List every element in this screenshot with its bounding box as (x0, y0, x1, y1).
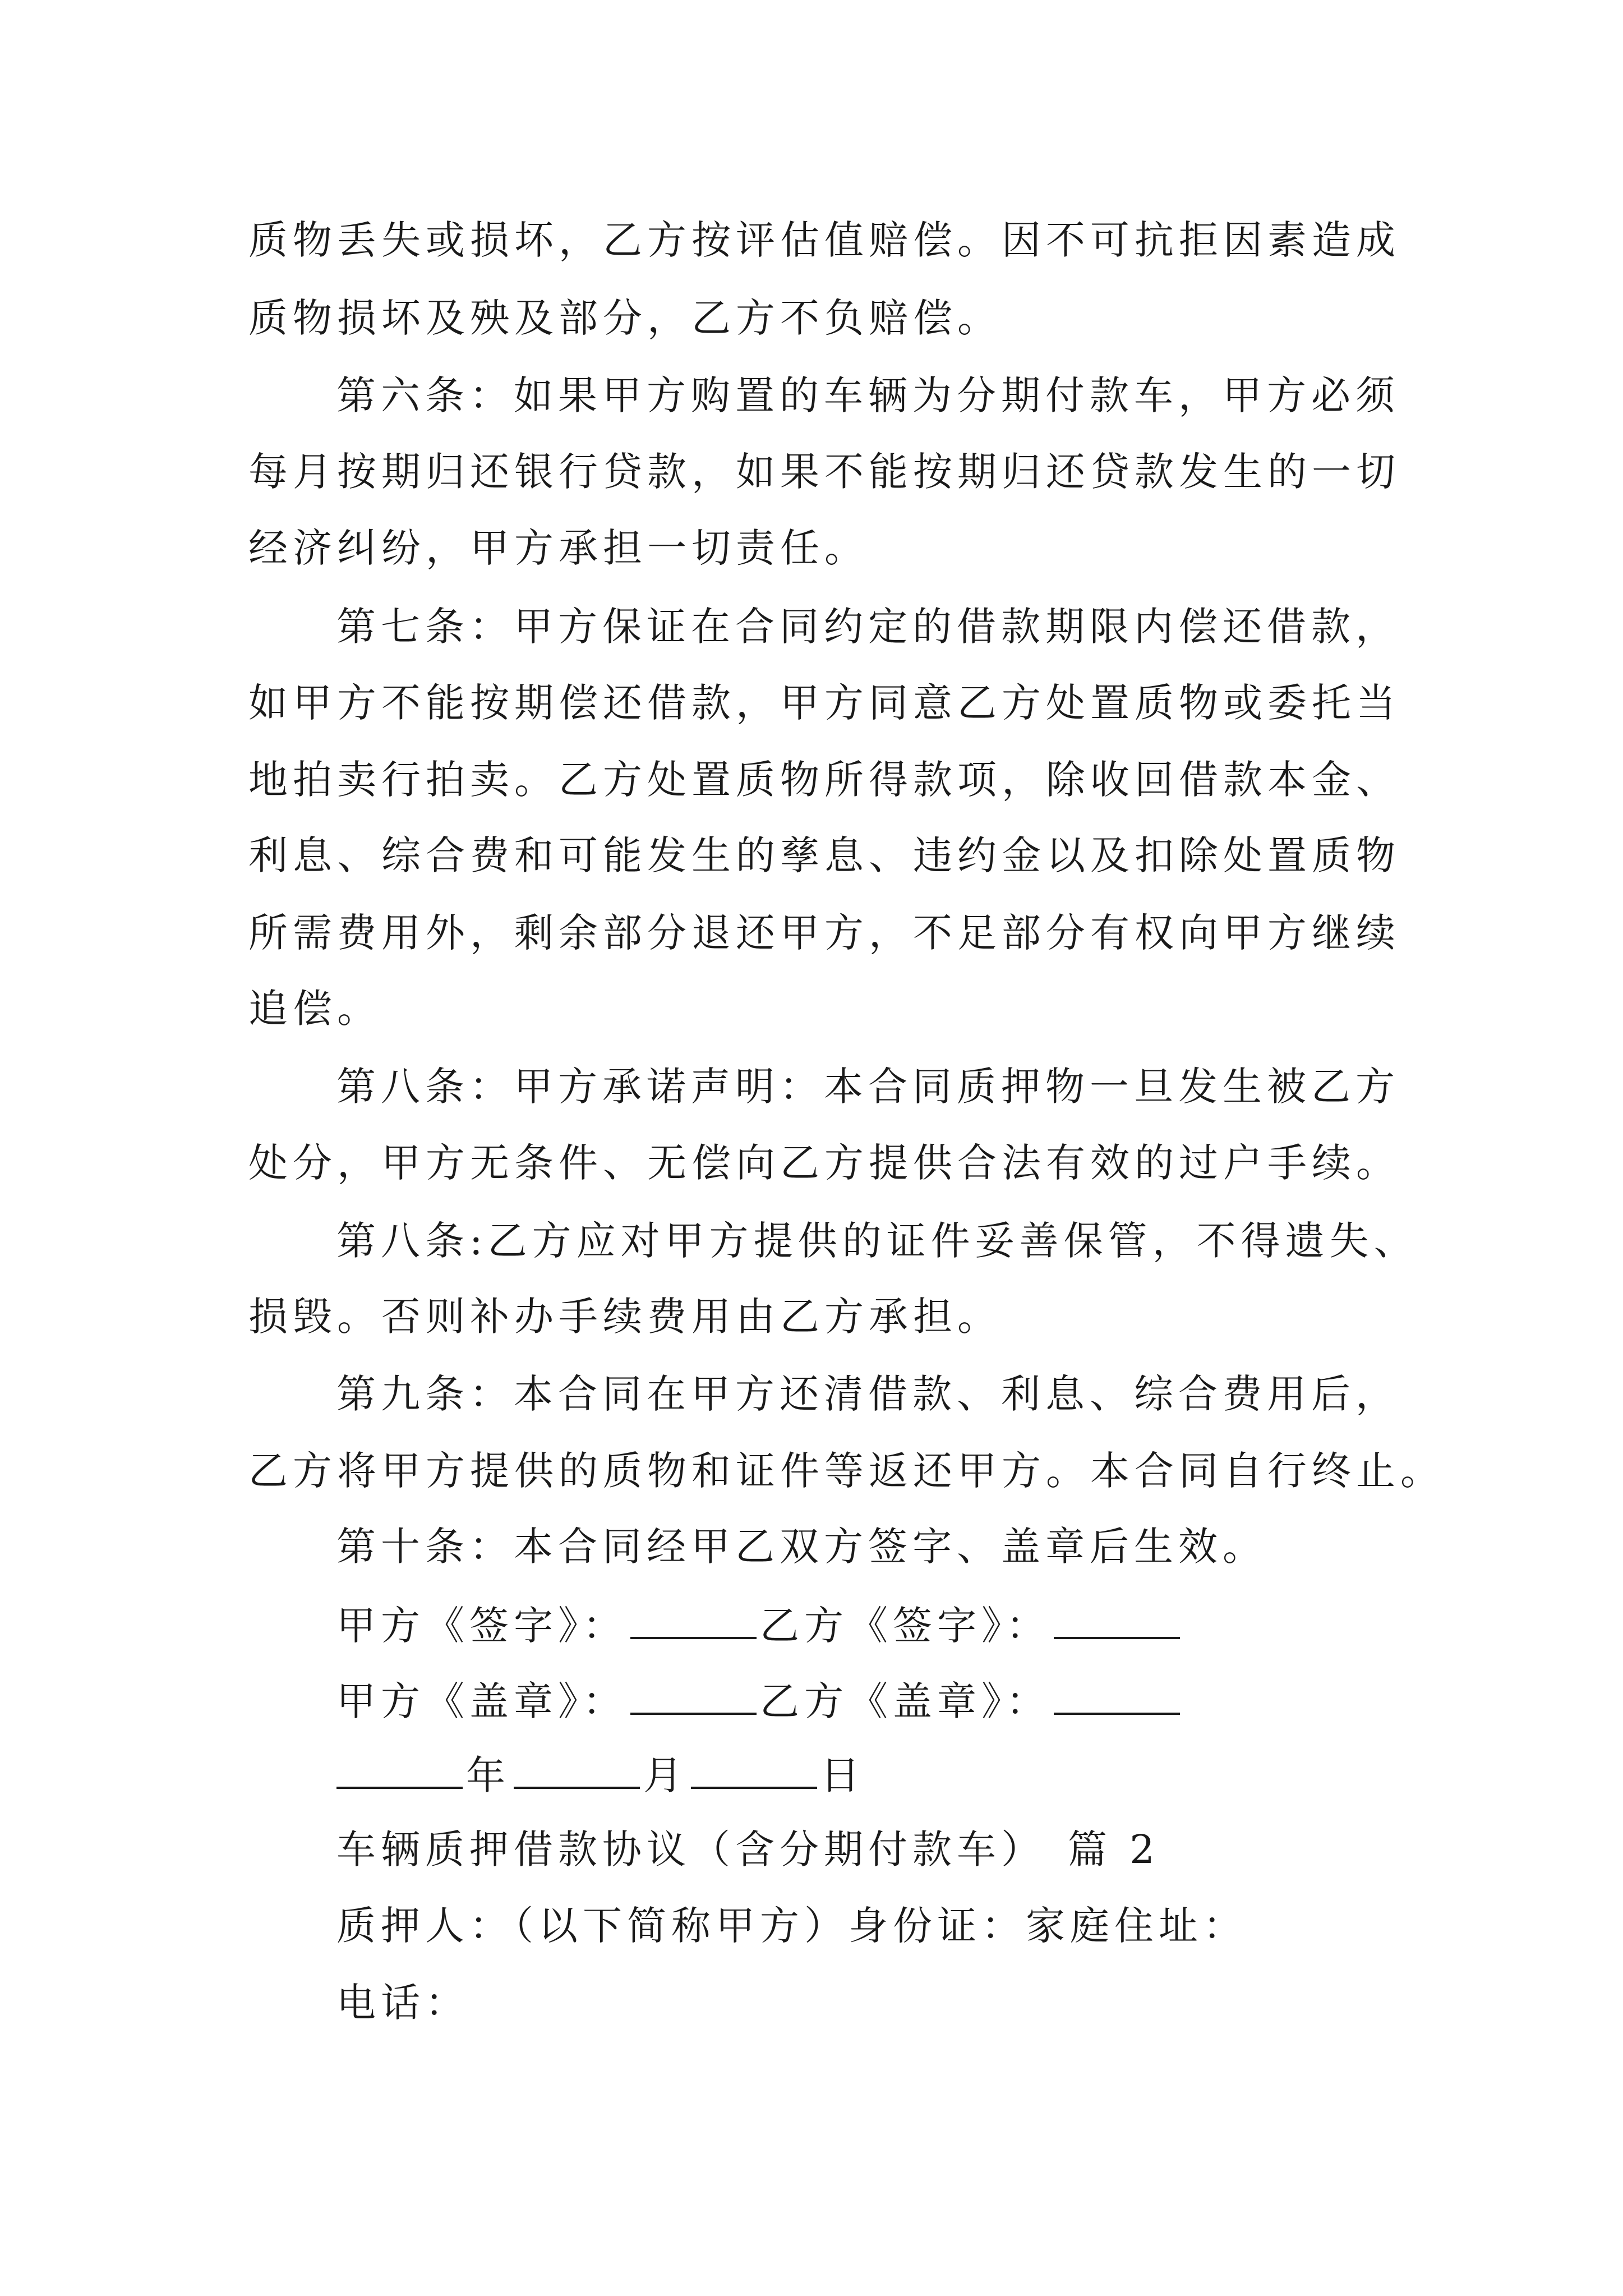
section-2-title: 车辆质押借款协议（含分期付款车） (336, 1826, 1045, 1872)
month-blank (514, 1753, 640, 1789)
pledgor-line: 质押人：（以下简称甲方）身份证：家庭住址： (336, 1903, 1247, 1949)
party-b-seal-label: 乙方《盖章》： (760, 1678, 1050, 1724)
paragraph-line: 如甲方不能按期偿还借款，甲方同意乙方处置质物或委托当 (248, 680, 1400, 726)
section-2-heading (336, 1826, 1160, 1872)
seal-row (336, 1678, 1183, 1724)
paragraph-line: 质物丢失或损坏，乙方按评估值赔偿。因不可抗拒因素造成 (248, 217, 1400, 263)
year-label: 年 (466, 1752, 510, 1798)
paragraph-line: 地拍卖行拍卖。乙方处置质物所得款项，除收回借款本金、 (248, 757, 1400, 803)
clause-6-line: 第六条：如果甲方购置的车辆为分期付款车，甲方必须 (336, 372, 1400, 418)
clause-9-line: 第九条：本合同在甲方还清借款、利息、综合费用后， (336, 1371, 1400, 1417)
clause-10-line: 第十条：本合同经甲乙双方签字、盖章后生效。 (336, 1524, 1267, 1570)
paragraph-line: 追偿。 (248, 986, 381, 1032)
paragraph-line: 处分，甲方无条件、无偿向乙方提供合法有效的过户手续。 (248, 1140, 1400, 1186)
year-blank (336, 1753, 463, 1789)
day-blank (691, 1753, 817, 1789)
party-b-sign-blank (1054, 1603, 1180, 1639)
signature-row (336, 1603, 1183, 1649)
clause-7-line: 第七条：甲方保证在合同约定的借款期限内偿还借款， (336, 604, 1400, 650)
paragraph-line: 乙方将甲方提供的质物和证件等返还甲方。本合同自行终止。 (248, 1448, 1445, 1494)
paragraph-line: 损毁。否则补办手续费用由乙方承担。 (248, 1294, 1002, 1340)
date-row (336, 1752, 865, 1798)
party-a-seal-label: 甲方《盖章》： (336, 1678, 627, 1724)
paragraph-line: 经济纠纷，甲方承担一切责任。 (248, 525, 869, 571)
party-a-sign-label: 甲方《签字》： (336, 1603, 627, 1649)
day-label: 日 (820, 1752, 865, 1798)
paragraph-line: 每月按期归还银行贷款，如果不能按期归还贷款发生的一切 (248, 449, 1400, 495)
paragraph-line: 质物损坏及殃及部分，乙方不负赔偿。 (248, 295, 1002, 341)
party-a-sign-blank (630, 1603, 757, 1639)
clause-8b-line: 第八条:乙方应对甲方提供的证件妥善保管，不得遗失、 (336, 1218, 1418, 1264)
party-b-seal-blank (1054, 1679, 1180, 1715)
paragraph-line: 所需费用外，剩余部分退还甲方，不足部分有权向甲方继续 (248, 910, 1400, 956)
month-label: 月 (643, 1752, 688, 1798)
section-2-number: 篇 2 (1068, 1826, 1160, 1872)
party-a-seal-blank (630, 1679, 757, 1715)
paragraph-line: 利息、综合费和可能发生的孳息、违约金以及扣除处置质物 (248, 832, 1400, 878)
clause-8-line: 第八条：甲方承诺声明：本合同质押物一旦发生被乙方 (336, 1064, 1400, 1110)
phone-line: 电话： (336, 1980, 469, 2026)
party-b-sign-label: 乙方《签字》： (760, 1603, 1050, 1649)
